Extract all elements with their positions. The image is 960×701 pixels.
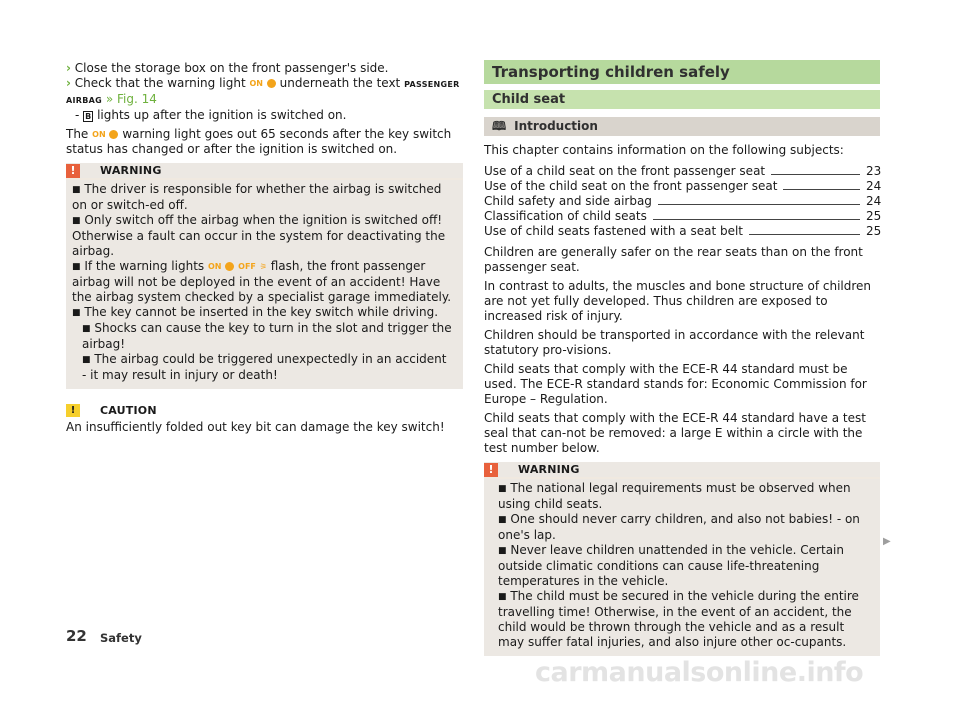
warning-sub-item: ■ The airbag could be triggered unexpectedly in an accident - it may result in injury or death!: [82, 352, 447, 382]
warning-item: ■ The driver is responsible for whether the airbag is switched on or switch-ed off.: [72, 182, 442, 212]
toc-row[interactable]: Use of a child seat on the front passenger seat 23: [484, 164, 882, 178]
warning-item: ■ Only switch off the airbag when the ignition is switched off! Otherwise a fault can occur in the system for deactivating the airbag.: [72, 213, 446, 258]
paragraph: Child seats that comply with the ECE-R 44 standard have a test seal that can-not be removed: a large E within a circle with the test number below.: [484, 411, 866, 455]
page-number: 22: [66, 627, 87, 645]
continue-arrow-icon: ▶: [883, 536, 891, 547]
airbag-off-lamp-icon: OFF: [238, 262, 256, 271]
warning-header: [484, 462, 880, 479]
section-title: Child seat: [484, 90, 880, 109]
step-close-storage: [66, 61, 463, 76]
toc-row[interactable]: Child safety and side airbag 24: [484, 194, 882, 208]
body-paragraphs: [484, 245, 880, 456]
warning-item: ■ The key cannot be inserted in the key switch while driving.: [72, 305, 439, 319]
warning-body: [484, 479, 880, 656]
warning-box-children: [484, 462, 880, 656]
warning-item: ■ If the warning lights ON OFF ⚞ flash, the front passenger airbag will not be deployed in the event of an accident! Have the airbag system checked by a specialist garage immediately.: [72, 259, 452, 304]
callout-key-b: B: [85, 112, 92, 121]
toc-row[interactable]: Use of child seats fastened with a seat belt 25: [484, 224, 882, 238]
toc-row[interactable]: Use of the child seat on the front passenger seat 24: [484, 179, 882, 193]
caution-icon: !: [66, 404, 80, 417]
airbag-deactivated-icon: ⚞: [259, 262, 267, 271]
warning-item: ■ One should never carry children, and also not babies! - on one's lap.: [498, 512, 860, 542]
section-name: Safety: [100, 631, 142, 645]
step-check-warning: › Check that the warning light ON underneath the text PASSENGER AIRBAG » Fig. 14 - B lights up after the ignition is switched on.: [66, 76, 460, 122]
warning-title: WARNING: [100, 164, 162, 177]
warning-icon: !: [66, 164, 80, 178]
paragraph: Children are generally safer on the rear seats than on the front passenger seat.: [484, 245, 863, 274]
warning-title: WARNING: [518, 463, 580, 476]
step-arrow-icon: ›: [66, 76, 71, 90]
toc-row[interactable]: Classification of child seats 25: [484, 209, 882, 223]
book-icon: 🕮: [492, 119, 507, 133]
warning-box-airbag: [66, 163, 463, 389]
step-arrow-icon: ›: [66, 61, 71, 75]
airbag-symbol-icon: [225, 262, 234, 271]
warning-item: ■ Never leave children unattended in the vehicle. Certain outside climatic conditions can cause life-threatening temperatures in the vehicle.: [498, 543, 844, 588]
airbag-on-lamp-icon: ON: [207, 262, 222, 271]
paragraph: Children should be transported in accordance with the relevant statutory pro-visions.: [484, 328, 865, 357]
warning-icon: !: [484, 463, 498, 477]
step-text: Close the storage box on the front passenger's side.: [74, 61, 389, 75]
airbag-on-lamp-icon: ON: [249, 79, 263, 88]
warning-item: ■ The child must be secured in the vehicle during the entire travelling time! Otherwise, in the event of an accident, the child would be thrown through the vehicle and as a result may suffer fatal injuries, and also injure other oc-cupants.: [498, 589, 859, 649]
airbag-symbol-icon: [109, 130, 118, 139]
caution-header: [66, 403, 463, 418]
note-paragraph: The ON warning light goes out 65 seconds after the key switch status has changed or after the ignition is switched on.: [66, 127, 452, 156]
toc-list: [484, 164, 880, 239]
warning-sub-item: ■ Shocks can cause the key to turn in the slot and trigger the airbag!: [82, 321, 452, 351]
airbag-on-lamp-icon: ON: [92, 130, 106, 139]
chapter-title: Transporting children safely: [484, 60, 880, 84]
right-column: [484, 60, 880, 656]
figure-link[interactable]: » Fig. 14: [105, 92, 157, 106]
intro-header: 🕮 Introduction: [484, 117, 880, 136]
caution-title: CAUTION: [100, 404, 157, 417]
warning-body: [66, 180, 463, 389]
paragraph: Child seats that comply with the ECE-R 44 standard must be used. The ECE-R standard stands for: Economic Commission for Europe – Regulation.: [484, 362, 867, 406]
airbag-symbol-icon: [267, 79, 276, 88]
paragraph: In contrast to adults, the muscles and bone structure of children are not yet fully developed. Thus children are exposed to increased risk of injury.: [484, 279, 872, 323]
warning-header: [66, 163, 463, 180]
passenger-airbag-label: PASSENGER AIRBAG: [66, 80, 460, 105]
caution-text: An insufficiently folded out key bit can damage the key switch!: [66, 420, 445, 434]
left-column: [66, 61, 463, 435]
intro-text: This chapter contains information on the following subjects:: [484, 143, 844, 157]
warning-item: ■ The national legal requirements must be observed when using child seats.: [498, 481, 851, 511]
watermark: carmanualsonline.info: [535, 657, 864, 688]
